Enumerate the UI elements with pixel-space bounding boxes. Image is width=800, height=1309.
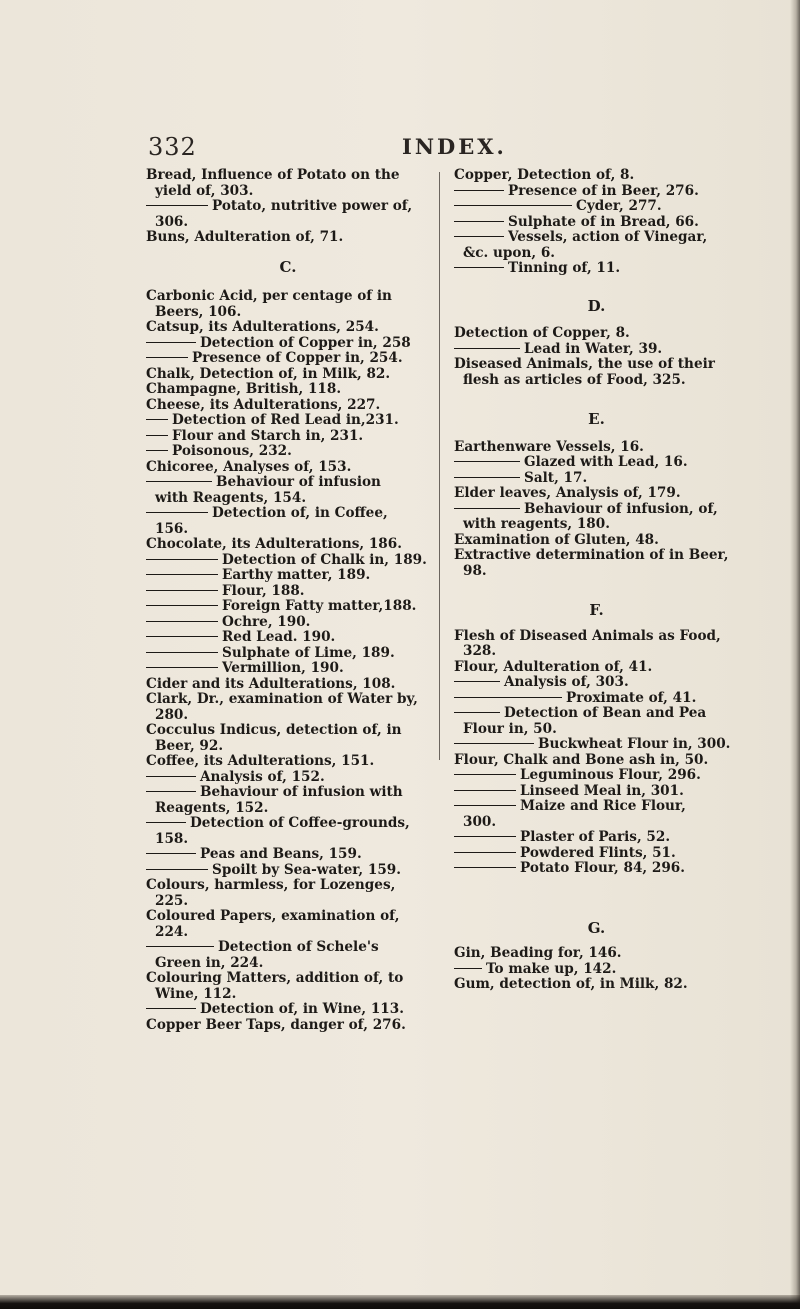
ditto-rule xyxy=(454,968,482,969)
page-bottom-edge xyxy=(0,1295,800,1309)
entry-text: Flour, 188. xyxy=(222,582,305,599)
ditto-rule xyxy=(146,667,218,668)
page-number: 332 xyxy=(148,133,197,161)
entry-text: Chocolate, its Adulterations, 186. xyxy=(146,536,402,552)
entry-text: Vessels, action of Vinegar, xyxy=(508,229,708,245)
ditto-rule xyxy=(146,450,168,451)
entry-text: Sulphate of in Bread, 66. xyxy=(508,213,699,230)
entry-text: Buns, Adulteration of, 71. xyxy=(146,229,344,245)
index-entry-continuation xyxy=(454,517,739,533)
index-subentry xyxy=(146,1002,430,1018)
entry-text: Cheese, its Adulterations, 227. xyxy=(146,396,381,413)
index-entry xyxy=(146,230,430,246)
ditto-rule xyxy=(454,743,534,744)
ditto-rule xyxy=(146,822,186,823)
index-entry xyxy=(146,878,430,909)
ditto-rule xyxy=(146,559,218,560)
index-entry xyxy=(454,326,739,342)
page-edge-shadow xyxy=(790,0,800,1309)
index-subentry xyxy=(454,342,739,358)
spacer xyxy=(454,579,739,603)
ditto-rule xyxy=(146,205,208,206)
index-subentry xyxy=(454,691,739,707)
entry-text: Behaviour of infusion with xyxy=(200,784,403,800)
index-subentry xyxy=(146,199,430,215)
index-subentry xyxy=(146,630,430,646)
entry-text: Flesh of Diseased Animals as Food, 328. xyxy=(454,627,721,659)
ditto-rule xyxy=(146,590,218,591)
entry-text: Red Lead. 190. xyxy=(222,629,336,645)
entry-text: Potato, nutritive power of, xyxy=(212,198,413,214)
ditto-rule xyxy=(146,1008,196,1009)
index-subentry xyxy=(146,413,430,429)
entry-text: Cyder, 277. xyxy=(576,198,662,214)
index-subentry xyxy=(454,230,739,246)
index-entry xyxy=(146,367,430,383)
entry-text: D. xyxy=(587,296,606,315)
index-entry xyxy=(454,660,739,676)
section-letter xyxy=(146,257,430,276)
index-entry xyxy=(146,289,430,320)
entry-text: Detection of Copper in, 258 xyxy=(200,334,411,351)
index-subentry xyxy=(454,846,739,862)
index-entry xyxy=(454,977,739,993)
index-subentry xyxy=(146,351,430,367)
entry-text: Linseed Meal in, 301. xyxy=(520,782,684,799)
entry-text: Poisonous, 232. xyxy=(172,443,292,459)
index-subentry xyxy=(146,940,430,956)
index-entry-continuation xyxy=(454,722,739,738)
index-subentry xyxy=(454,199,739,215)
entry-text: Colours, harmless, for Lozenges, 225. xyxy=(146,877,396,909)
index-entry-continuation xyxy=(146,522,430,538)
ditto-rule xyxy=(454,805,516,806)
entry-text: Lead in Water, 39. xyxy=(524,340,663,357)
entry-text: Earthenware Vessels, 16. xyxy=(454,438,644,455)
entry-text: Detection of Bean and Pea xyxy=(504,705,707,721)
entry-text: Behaviour of infusion, of, xyxy=(524,500,718,517)
entry-text: Detection of, in Coffee, xyxy=(212,505,388,521)
entry-text: Detection of Copper, 8. xyxy=(454,325,630,341)
entry-text: Spoilt by Sea-water, 159. xyxy=(212,861,401,878)
spacer xyxy=(454,277,739,299)
entry-text: Maize and Rice Flour, xyxy=(520,798,686,814)
entry-text: Earthy matter, 189. xyxy=(222,567,371,583)
entry-text: with reagents, 180. xyxy=(463,516,610,532)
index-entry xyxy=(454,357,739,388)
index-entry xyxy=(454,533,739,549)
ditto-rule xyxy=(146,435,168,436)
entry-text: Sulphate of Lime, 189. xyxy=(222,644,395,661)
entry-text: Reagents, 152. xyxy=(155,799,269,816)
entry-text: Detection of Schele's xyxy=(218,939,379,955)
entry-text: Presence of Copper in, 254. xyxy=(192,350,403,366)
entry-text: F. xyxy=(589,601,604,619)
index-entry xyxy=(454,753,739,769)
entry-text: Leguminous Flour, 296. xyxy=(520,767,701,783)
ditto-rule xyxy=(146,636,218,637)
index-entry xyxy=(146,971,430,1002)
index-subentry xyxy=(146,770,430,786)
section-letter xyxy=(454,603,739,619)
index-subentry xyxy=(146,506,430,522)
ditto-rule xyxy=(146,357,188,358)
entry-text: Glazed with Lead, 16. xyxy=(524,454,688,470)
entry-text: Ochre, 190. xyxy=(222,613,311,630)
entry-text: Presence of in Beer, 276. xyxy=(508,182,699,199)
entry-text: Gin, Beading for, 146. xyxy=(454,945,622,961)
entry-text: Flour and Starch in, 231. xyxy=(172,427,364,444)
entry-text: &c. upon, 6. xyxy=(463,244,556,261)
entry-text: Extractive determination of in Beer, 98. xyxy=(454,547,729,579)
entry-text: Powdered Flints, 51. xyxy=(520,844,676,861)
index-subentry xyxy=(454,799,739,815)
index-entry xyxy=(454,946,739,962)
entry-text: Detection of Coffee-grounds, xyxy=(190,815,410,831)
entry-text: Cider and its Adulterations, 108. xyxy=(146,675,396,692)
index-subentry xyxy=(146,816,430,832)
index-subentry xyxy=(146,863,430,879)
ditto-rule xyxy=(146,776,196,777)
entry-text: Flour, Adulteration of, 41. xyxy=(454,658,653,675)
index-entry-continuation xyxy=(454,246,739,262)
entry-text: Coffee, its Adulterations, 151. xyxy=(146,753,375,769)
entry-text: Coloured Papers, examination of, 224. xyxy=(146,908,400,940)
ditto-rule xyxy=(146,481,212,482)
ditto-rule xyxy=(454,348,520,349)
index-entry xyxy=(146,677,430,693)
index-entry-continuation xyxy=(146,956,430,972)
entry-text: 156. xyxy=(155,520,189,537)
ditto-rule xyxy=(454,221,504,222)
entry-text: Salt, 17. xyxy=(524,469,588,486)
index-entry xyxy=(146,320,430,336)
entry-text: E. xyxy=(588,410,605,428)
index-subentry xyxy=(454,675,739,691)
ditto-rule xyxy=(454,267,504,268)
index-entry xyxy=(454,629,739,660)
index-subentry xyxy=(454,471,739,487)
entry-text: G. xyxy=(587,918,606,937)
entry-text: Foreign Fatty matter,188. xyxy=(222,598,417,614)
entry-text: Examination of Gluten, 48. xyxy=(454,531,659,548)
entry-text: Copper Beer Taps, danger of, 276. xyxy=(146,1016,406,1033)
entry-text: Peas and Beans, 159. xyxy=(200,846,362,862)
ditto-rule xyxy=(454,867,516,868)
ditto-rule xyxy=(454,774,516,775)
entry-text: Clark, Dr., examination of Water by, 280. xyxy=(146,691,418,723)
index-entry xyxy=(454,440,739,456)
ditto-rule xyxy=(146,946,214,947)
index-subentry xyxy=(454,962,739,978)
ditto-rule xyxy=(146,605,218,606)
entry-text: Analysis of, 152. xyxy=(200,768,325,785)
entry-text: Cocculus Indicus, detection of, in Beer, 92. xyxy=(146,722,402,754)
entry-text: Detection of, in Wine, 113. xyxy=(200,1001,404,1017)
entry-text: Green in, 224. xyxy=(155,954,264,971)
index-subentry xyxy=(146,785,430,801)
ditto-rule xyxy=(454,461,520,462)
section-letter xyxy=(454,412,739,428)
index-subentry xyxy=(146,847,430,863)
entry-text: Tinning of, 11. xyxy=(508,260,621,276)
section-letter xyxy=(454,918,739,937)
entry-text: Analysis of, 303. xyxy=(504,674,629,690)
index-entry xyxy=(146,692,430,723)
column-divider xyxy=(439,172,440,760)
entry-text: C. xyxy=(279,257,297,276)
index-subentry xyxy=(454,455,739,471)
index-entry-continuation xyxy=(146,832,430,848)
entry-text: 306. xyxy=(155,213,189,230)
index-subentry xyxy=(146,615,430,631)
index-entry-continuation xyxy=(146,215,430,231)
index-subentry xyxy=(454,261,739,277)
ditto-rule xyxy=(146,869,208,870)
index-subentry xyxy=(146,599,430,615)
ditto-rule xyxy=(454,681,500,682)
entry-text: Colouring Matters, addition of, to Wine, 112. xyxy=(146,970,404,1002)
ditto-rule xyxy=(146,791,196,792)
index-subentry xyxy=(146,661,430,677)
index-subentry xyxy=(146,475,430,491)
index-entry xyxy=(146,382,430,398)
ditto-rule xyxy=(454,697,562,698)
index-subentry xyxy=(146,584,430,600)
index-entry xyxy=(146,909,430,940)
index-subentry xyxy=(146,646,430,662)
spacer xyxy=(454,388,739,412)
ditto-rule xyxy=(454,205,572,206)
entry-text: Bread, Influence of Potato on the yield of, 303. xyxy=(146,167,400,199)
index-subentry xyxy=(146,568,430,584)
ditto-rule xyxy=(146,342,196,343)
index-entry xyxy=(146,754,430,770)
entry-text: Copper, Detection of, 8. xyxy=(454,167,635,183)
index-column-left xyxy=(146,168,430,1033)
index-entry xyxy=(146,537,430,553)
index-subentry xyxy=(146,336,430,352)
ditto-rule xyxy=(454,236,504,237)
entry-text: Catsup, its Adulterations, 254. xyxy=(146,319,379,335)
entry-text: Potato Flour, 84, 296. xyxy=(520,860,685,876)
index-subentry xyxy=(454,784,739,800)
entry-text: Chalk, Detection of, in Milk, 82. xyxy=(146,365,391,382)
index-entry-continuation xyxy=(146,491,430,507)
ditto-rule xyxy=(146,419,168,420)
index-entry xyxy=(454,548,739,579)
entry-text: Proximate of, 41. xyxy=(566,689,697,706)
index-subentry xyxy=(454,768,739,784)
index-entry xyxy=(146,168,430,199)
entry-text: Carbonic Acid, per centage of in Beers, 106. xyxy=(146,288,392,320)
ditto-rule xyxy=(454,190,504,191)
index-subentry xyxy=(454,502,739,518)
ditto-rule xyxy=(146,652,218,653)
ditto-rule xyxy=(454,712,500,713)
ditto-rule xyxy=(146,621,218,622)
entry-text: 300. xyxy=(463,813,497,830)
index-entry xyxy=(146,1018,430,1034)
entry-text: To make up, 142. xyxy=(486,960,617,977)
entry-text: Detection of Red Lead in,231. xyxy=(172,412,399,428)
spacer xyxy=(146,275,430,289)
index-subentry xyxy=(146,444,430,460)
entry-text: Diseased Animals, the use of their flesh as articles of Food, 325. xyxy=(454,356,715,388)
index-entry xyxy=(454,168,739,184)
entry-text: with Reagents, 154. xyxy=(155,489,307,506)
ditto-rule xyxy=(454,852,516,853)
entry-text: Champagne, British, 118. xyxy=(146,381,342,397)
index-subentry xyxy=(454,215,739,231)
index-entry-continuation xyxy=(454,815,739,831)
ditto-rule xyxy=(454,836,516,837)
index-subentry xyxy=(146,553,430,569)
index-subentry xyxy=(454,830,739,846)
entry-text: Detection of Chalk in, 189. xyxy=(222,551,427,568)
entry-text: Flour, Chalk and Bone ash in, 50. xyxy=(454,751,709,768)
index-entry xyxy=(146,723,430,754)
entry-text: Vermillion, 190. xyxy=(222,660,344,676)
index-entry xyxy=(146,398,430,414)
entry-text: Buckwheat Flour in, 300. xyxy=(538,736,731,752)
ditto-rule xyxy=(146,574,218,575)
index-subentry xyxy=(454,184,739,200)
section-letter xyxy=(454,296,739,315)
index-entry xyxy=(146,460,430,476)
index-entry-continuation xyxy=(146,801,430,817)
index-subentry xyxy=(454,706,739,722)
index-entry xyxy=(454,486,739,502)
ditto-rule xyxy=(146,512,208,513)
running-head: INDEX. xyxy=(402,134,507,159)
entry-text: 158. xyxy=(155,830,189,847)
index-subentry xyxy=(454,861,739,877)
ditto-rule xyxy=(146,853,196,854)
entry-text: Flour in, 50. xyxy=(463,720,557,737)
entry-text: Elder leaves, Analysis of, 179. xyxy=(454,485,681,501)
ditto-rule xyxy=(454,477,520,478)
index-column-right xyxy=(454,168,739,993)
entry-text: Gum, detection of, in Milk, 82. xyxy=(454,976,688,992)
ditto-rule xyxy=(454,508,520,509)
index-subentry xyxy=(146,429,430,445)
entry-text: Chicoree, Analyses of, 153. xyxy=(146,458,352,475)
ditto-rule xyxy=(454,790,516,791)
spacer xyxy=(454,877,739,921)
index-subentry xyxy=(454,737,739,753)
entry-text: Behaviour of infusion xyxy=(216,474,381,490)
entry-text: Plaster of Paris, 52. xyxy=(520,829,671,845)
